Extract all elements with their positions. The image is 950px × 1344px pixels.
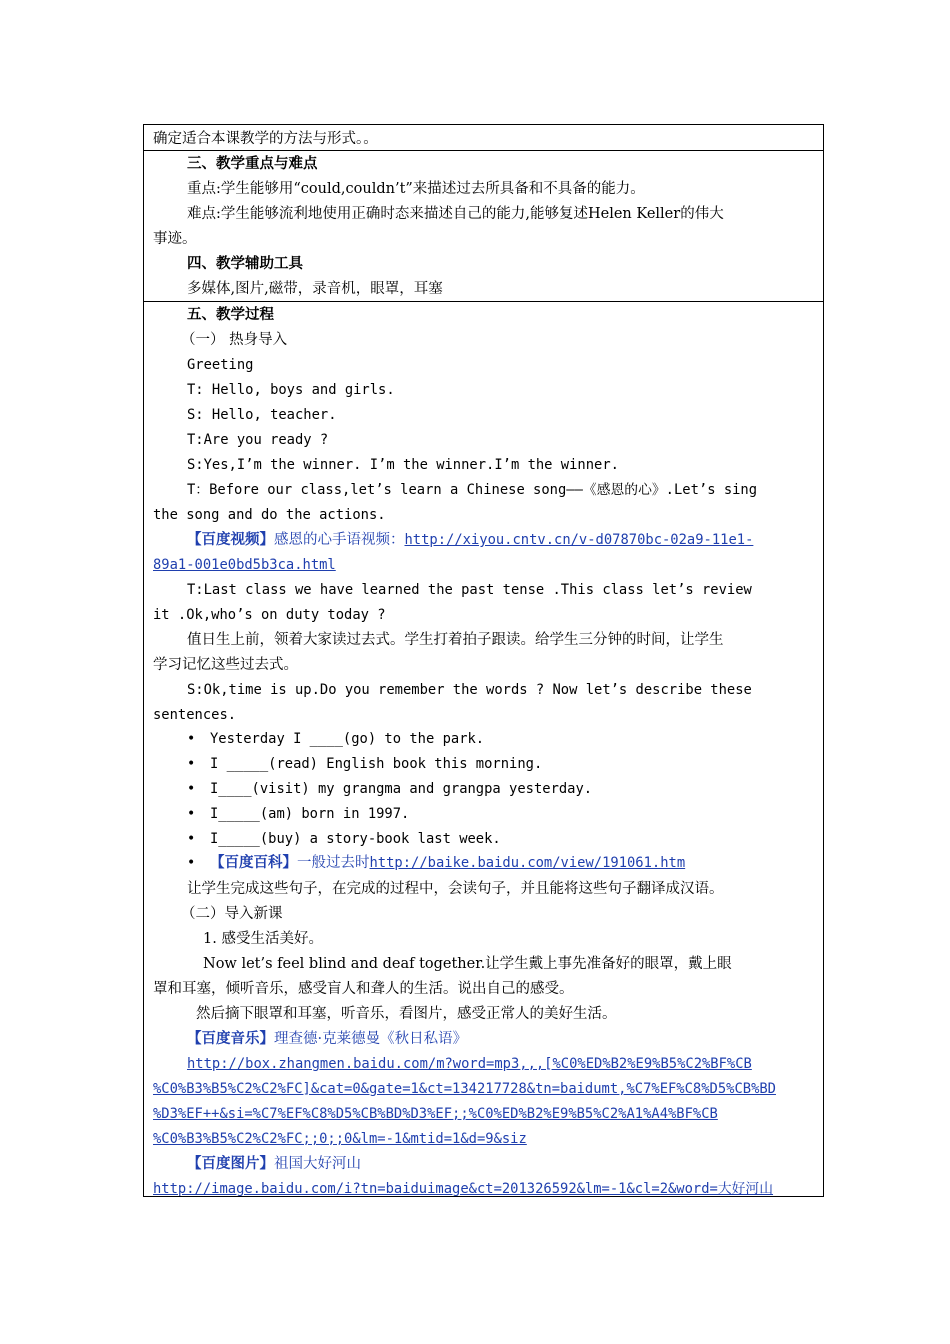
- difficulty-text-line1: 难点:学生能够流利地使用正确时态来描述自己的能力,能够复述Helen Keller的伟大: [187, 206, 724, 222]
- table-row-key-points: [144, 151, 823, 302]
- dialogue-line: S:Ok,time is up.Do you remember the words ? Now let’s describe these: [187, 682, 752, 698]
- baidu-music-resource: [187, 1029, 467, 1049]
- list-item-feel-life: 1. 感受生活美好。: [203, 931, 323, 947]
- section-heading-key-points: 三、教学重点与难点: [187, 155, 318, 172]
- instruction-text: 让学生完成这些句子，在完成的过程中，会读句子，并且能将这些句子翻译成汉语。: [187, 881, 724, 897]
- baidu-image-link[interactable]: http://image.baidu.com/i?tn=baiduimage&ct=201326592&lm=-1&cl=2&word=大好河山: [153, 1181, 774, 1197]
- baidu-image-title: 祖国大好河山: [274, 1156, 361, 1172]
- dialogue-line: T:Last class we have learned the past tense .This class let’s review: [187, 582, 752, 598]
- subheading-new-lesson: （二）导入新课: [181, 906, 283, 922]
- baidu-image-tag: 【百度图片】: [187, 1155, 274, 1172]
- lesson-plan-table: [143, 124, 824, 1197]
- table-row-method: [144, 125, 823, 151]
- dialogue-line: it .Ok,who’s on duty today ?: [153, 607, 386, 623]
- dialogue-line: T: Hello, boys and girls.: [187, 382, 395, 398]
- baidu-video-tag: 【百度视频】: [187, 531, 274, 548]
- dialogue-line: T：Before our class,let’s learn a Chinese song——《感恩的心》.Let’s sing: [187, 482, 758, 498]
- instruction-text: Now let’s feel blind and deaf together.让学生戴上事先准备好的眼罩，戴上眼: [203, 956, 732, 972]
- subheading-warmup: （一） 热身导入: [181, 332, 288, 348]
- bullet-icon: •: [187, 806, 196, 822]
- method-text: 确定适合本课教学的方法与形式。。: [153, 131, 378, 147]
- tools-text: 多媒体,图片,磁带，录音机，眼罩，耳塞: [187, 281, 443, 297]
- bullet-icon: •: [187, 731, 196, 747]
- baidu-music-link-cont[interactable]: %C0%B3%B5%C2%C2%FC;;0;;0&lm=-1&mtid=1&d=9&siz: [153, 1131, 527, 1147]
- dialogue-line: S:Yes,I’m the winner. I’m the winner.I’m the winner.: [187, 457, 619, 473]
- greeting-label: Greeting: [187, 357, 254, 373]
- section-heading-tools: 四、教学辅助工具: [187, 255, 303, 272]
- section-heading-process: 五、教学过程: [187, 306, 274, 323]
- instruction-text: 然后摘下眼罩和耳塞，听音乐，看图片，感受正常人的美好生活。: [196, 1006, 617, 1022]
- instruction-text: 学习记忆这些过去式。: [153, 657, 298, 673]
- baidu-baike-tag: 【百度百科】: [210, 854, 297, 871]
- baidu-music-tag: 【百度音乐】: [187, 1030, 274, 1047]
- difficulty-text-line2: 事迹。: [153, 231, 197, 247]
- dialogue-line: the song and do the actions.: [153, 507, 386, 523]
- baidu-video-link-cont[interactable]: 89a1-001e0bd5b3ca.html: [153, 557, 336, 573]
- exercise-item: I _____(read) English book this morning.: [210, 756, 543, 772]
- bullet-icon: •: [187, 855, 196, 871]
- dialogue-line: T:Are you ready ?: [187, 432, 329, 448]
- baidu-image-resource: [187, 1154, 361, 1174]
- bullet-icon: •: [187, 781, 196, 797]
- baidu-music-title: 理查德·克莱德曼《秋日私语》: [274, 1031, 468, 1047]
- baidu-music-link[interactable]: http://box.zhangmen.baidu.com/m?word=mp3,,,[%C0%ED%B2%E9%B5%C2%BF%CB: [187, 1056, 752, 1072]
- baidu-music-link-cont[interactable]: %D3%EF++&si=%C7%EF%C8%D5%CB%BD%D3%EF;;%C0%ED%B2%E9%B5%C2%A1%A4%BF%CB: [153, 1106, 718, 1122]
- table-row-process: [144, 302, 823, 1197]
- baidu-baike-resource: [210, 853, 685, 873]
- exercise-item: I____(visit) my grangma and grangpa yesterday.: [210, 781, 593, 797]
- dialogue-line: sentences.: [153, 707, 237, 723]
- exercise-item: I_____(am) born in 1997.: [210, 806, 410, 822]
- instruction-text: 罩和耳塞，倾听音乐，感受盲人和聋人的生活。说出自己的感受。: [153, 981, 574, 997]
- baidu-video-title: 感恩的心手语视频：: [274, 532, 405, 548]
- baidu-music-link-cont[interactable]: %C0%B3%B5%C2%C2%FC]&cat=0&gate=1&ct=134217728&tn=baidumt,%C7%EF%C8%D5%CB%BD: [153, 1081, 776, 1097]
- bullet-icon: •: [187, 831, 196, 847]
- exercise-item: I_____(buy) a story-book last week.: [210, 831, 501, 847]
- dialogue-line: S: Hello, teacher.: [187, 407, 337, 423]
- exercise-item: Yesterday I ____(go) to the park.: [210, 731, 485, 747]
- key-point-text: 重点:学生能够用“could,couldn’t”来描述过去所具备和不具备的能力。: [187, 181, 645, 197]
- baidu-video-link[interactable]: http://xiyou.cntv.cn/v-d07870bc-02a9-11e1-: [404, 532, 754, 548]
- baidu-video-resource: [187, 530, 753, 550]
- instruction-text: 值日生上前，领着大家读过去式。学生打着拍子跟读。给学生三分钟的时间，让学生: [187, 632, 724, 648]
- baidu-baike-title: 一般过去时: [297, 855, 370, 871]
- bullet-icon: •: [187, 756, 196, 772]
- baidu-baike-link[interactable]: http://baike.baidu.com/view/191061.htm: [369, 855, 686, 871]
